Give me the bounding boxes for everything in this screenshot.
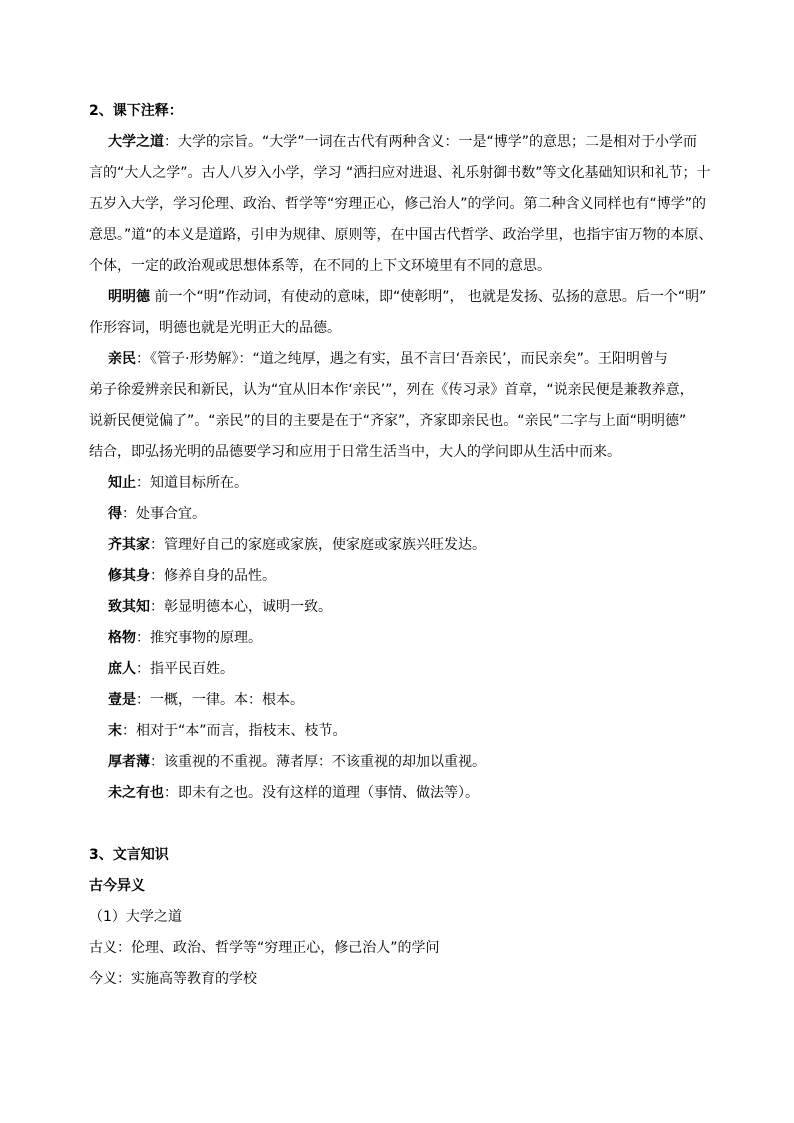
note-term: 末 (108, 723, 122, 739)
note-item (89, 716, 729, 747)
note-text: ：修养自身的品性。 (150, 568, 276, 584)
note-item (89, 530, 729, 561)
note-item (89, 778, 729, 809)
note-item (89, 747, 729, 778)
note-term: 厚者薄 (108, 754, 150, 770)
note-term: 大学之道 (108, 134, 164, 150)
note-text: ：处事合宜。 (122, 506, 206, 522)
note-term: 修其身 (108, 568, 150, 584)
note-term: 齐其家 (108, 537, 150, 553)
note-term: 未之有也 (108, 785, 164, 801)
note-term: 明明德 (108, 289, 150, 305)
note-text: ：《管子·形势解》：“道之纯厚，遇之有实，虽不言曰‘吾亲民’，而民亲矣”。王阳明曾与 (136, 351, 668, 367)
note-text-line: 弟子徐爱辨亲民和新民，认为“宜从旧本作‘亲民’”，列在《传习录》首章，“说亲民便是兼教养意， (89, 382, 694, 398)
note-text: ：该重视的不重视。薄者厚：不该重视的却加以重视。 (150, 754, 486, 770)
ancient-meaning: 古义：伦理、政治、哲学等“穷理正心，修己治人”的学问 (89, 940, 440, 956)
note-text: ：指平民百姓。 (136, 661, 234, 677)
note-text: ：一概，一律。本：根本。 (136, 692, 304, 708)
note-term: 格物 (108, 630, 136, 646)
note-text-line: 个体，一定的政治观或思想体系等，在不同的上下文环境里有不同的意思。 (89, 258, 551, 274)
section-heading-annotations: 2、课下注释： (89, 103, 183, 119)
note-qinmin (89, 344, 729, 375)
note-term: 庶人 (108, 661, 136, 677)
note-item (89, 654, 729, 685)
note-text-line: 五岁入大学，学习伦理、政治、哲学等“穷理正心，修己治人”的学问。第二种含义同样也有“博学”的 (89, 196, 707, 212)
note-text: ：即未有之也。没有这样的道理（事情、做法等）。 (164, 785, 479, 801)
note-daxue (89, 127, 729, 158)
note-text: ：大学的宗旨。“大学”一词在古代有两种含义：一是“博学”的意思；二是相对于小学而 (164, 134, 698, 150)
note-text: ：相对于“本”而言，指枝末、枝节。 (122, 723, 347, 739)
note-item (89, 499, 729, 530)
document-page (89, 96, 729, 995)
note-item (89, 623, 729, 654)
note-item (89, 592, 729, 623)
note-text-line: 言的“大人之学”。古人八岁入小学，学习 “洒扫应对进退、礼乐射御书数”等文化基础知识和礼节；十 (89, 165, 711, 181)
note-text-line: 意思。”道“的本义是道路，引申为规律、原则等，在中国古代哲学、政治学里，也指宇宙万物的本原、 (89, 227, 713, 243)
note-mingmingde (89, 282, 729, 313)
note-item (89, 468, 729, 499)
note-item (89, 685, 729, 716)
modern-meaning: 今义：实施高等教育的学校 (89, 971, 257, 987)
note-text: ：管理好自己的家庭或家族，使家庭或家族兴旺发达。 (150, 537, 486, 553)
section-spacer (89, 809, 729, 840)
note-term: 壹是 (108, 692, 136, 708)
note-text: ：知道目标所在。 (136, 475, 248, 491)
note-text: ：推究事物的原理。 (136, 630, 262, 646)
list-item: （1）大学之道 (89, 909, 182, 925)
note-text-line: 结合，即弘扬光明的品德要学习和应用于日常生活当中，大人的学问即从生活中而来。 (89, 444, 621, 460)
section-heading-classical-knowledge: 3、文言知识 (89, 847, 169, 863)
note-item (89, 561, 729, 592)
subheading-ancient-modern: 古今异义 (89, 878, 145, 894)
note-text-line: 作形容词，明德也就是光明正大的品德。 (89, 320, 341, 336)
note-term: 知止 (108, 475, 136, 491)
note-term: 致其知 (108, 599, 150, 615)
note-term: 亲民 (108, 351, 136, 367)
note-term: 得 (108, 506, 122, 522)
note-text: ：彰显明德本心，诚明一致。 (150, 599, 332, 615)
note-text-line: 说新民便觉偏了”。“亲民”的目的主要是在于“齐家”，齐家即亲民也。“亲民”二字与上面“明明德” (89, 413, 687, 429)
note-text: 前一个“明”作动词，有使动的意味，即“使彰明”， 也就是发扬、弘扬的意思。后一个“明” (150, 289, 707, 305)
